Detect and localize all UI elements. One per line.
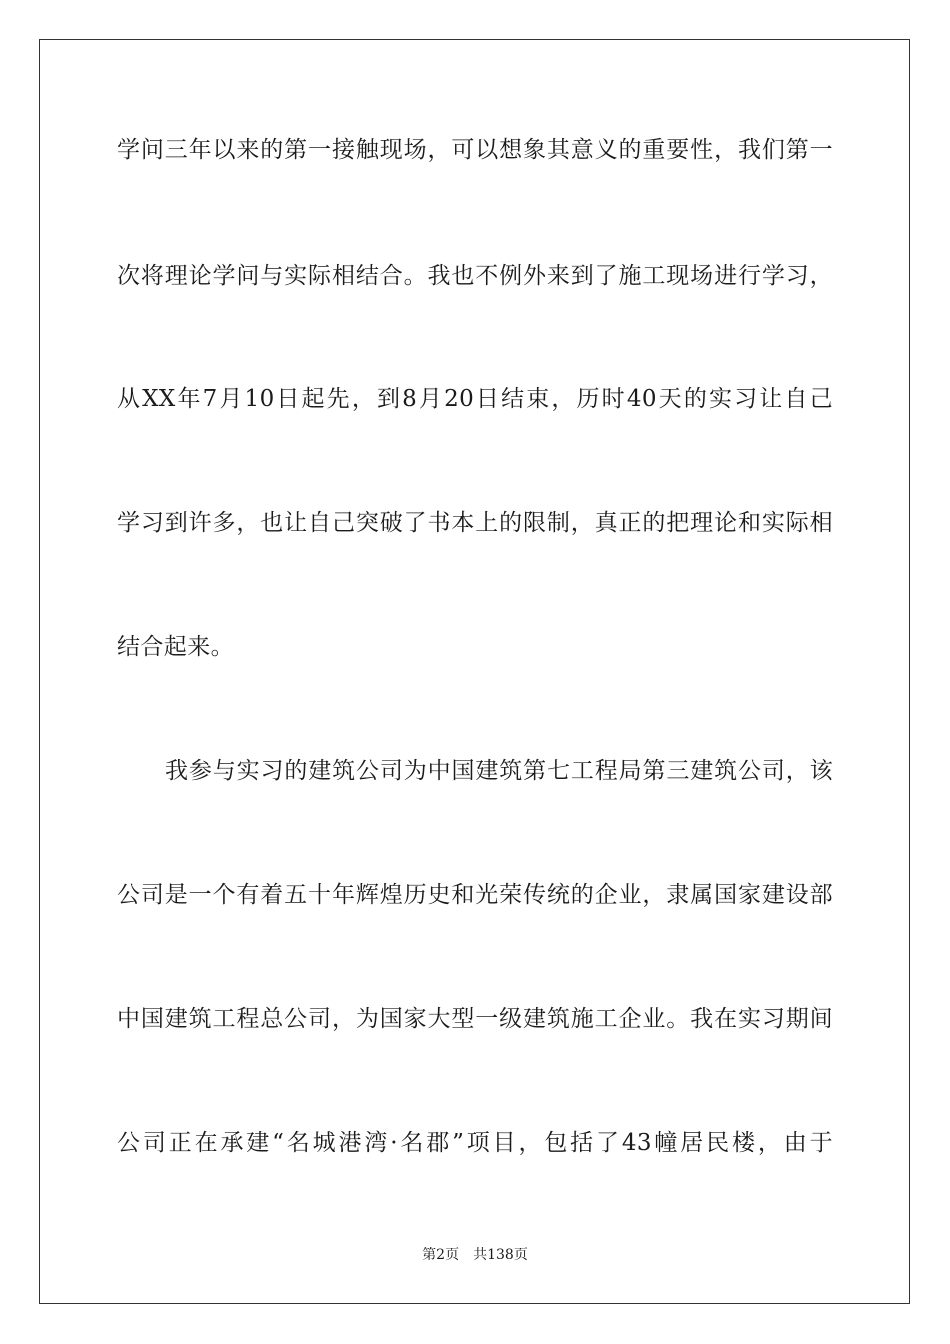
text-line-7: 公司是一个有着五十年辉煌历史和光荣传统的企业，隶属国家建设部 (117, 882, 833, 908)
text-line-2: 次将理论学问与实际相结合。我也不例外来到了施工现场进行学习， (117, 263, 833, 289)
text-line-4: 学习到许多，也让自己突破了书本上的限制，真正的把理论和实际相 (117, 510, 833, 536)
page-number: 第2页 (422, 1247, 460, 1263)
text-line-5: 结合起来。 (117, 634, 234, 660)
text-line-3: 从XX年7月10日起先，到8月20日结束，历时40天的实习让自己 (117, 386, 833, 412)
text-line-8: 中国建筑工程总公司，为国家大型一级建筑施工企业。我在实习期间 (117, 1006, 833, 1032)
text-line-1: 学问三年以来的第一接触现场，可以想象其意义的重要性，我们第一 (117, 137, 833, 163)
text-line-6: 我参与实习的建筑公司为中国建筑第七工程局第三建筑公司，该 (165, 758, 833, 784)
text-line-9: 公司正在承建“名城港湾·名郡”项目，包括了43幢居民楼，由于 (117, 1130, 833, 1156)
page-border (39, 39, 910, 1304)
page-footer (0, 1246, 950, 1264)
page-total: 共138页 (473, 1247, 528, 1263)
